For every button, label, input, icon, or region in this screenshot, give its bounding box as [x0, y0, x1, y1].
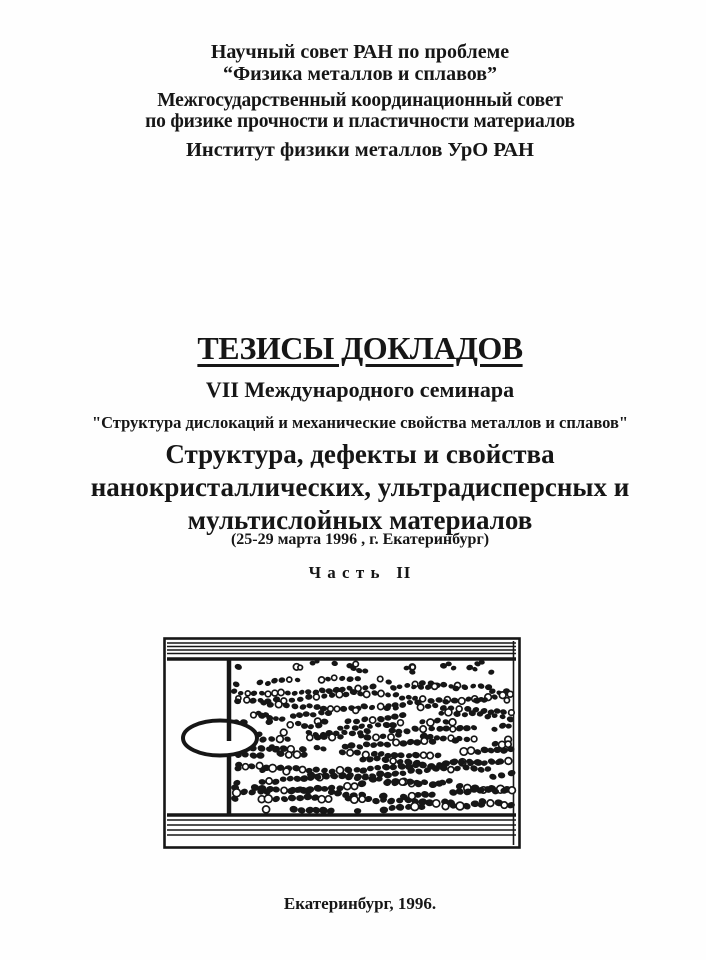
seminar-line: VII Международного семинара — [205, 377, 515, 402]
problem-council-line: “Физика металлов и сплавов” — [222, 63, 498, 85]
seminar-topic-line: "Структура дислокаций и механические свойства металлов и сплавов" — [91, 413, 629, 432]
problem-council-line: Научный совет РАН по проблеме — [210, 41, 510, 63]
subtitle-block — [14, 438, 706, 537]
main-title: ТЕЗИСЫ ДОКЛАДОВ — [197, 330, 523, 366]
imprint-line: Екатеринбург, 1996. — [283, 894, 437, 913]
cover-figure-svg — [163, 637, 521, 849]
cover-figure-atomic-structure — [163, 637, 521, 849]
institute-line: Институт физики металлов УрО РАН — [185, 139, 534, 161]
coordination-council-line: по физике прочности и пластичности материалов — [145, 110, 575, 132]
subtitle-line: Структура, дефекты и свойства — [165, 439, 555, 469]
coordination-council-block — [14, 91, 706, 132]
problem-council-block — [14, 41, 706, 85]
subtitle-line: нанокристаллических, ультрадисперсных и — [90, 472, 630, 502]
subtitle-line: мультислойных материалов — [187, 505, 533, 535]
date-place-line: (25-29 марта 1996 , г. Екатеринбург) — [230, 531, 490, 548]
part-label: Ч а с т ь II — [308, 563, 412, 582]
coordination-council-line: Межгосударственный координационный совет — [157, 90, 563, 111]
